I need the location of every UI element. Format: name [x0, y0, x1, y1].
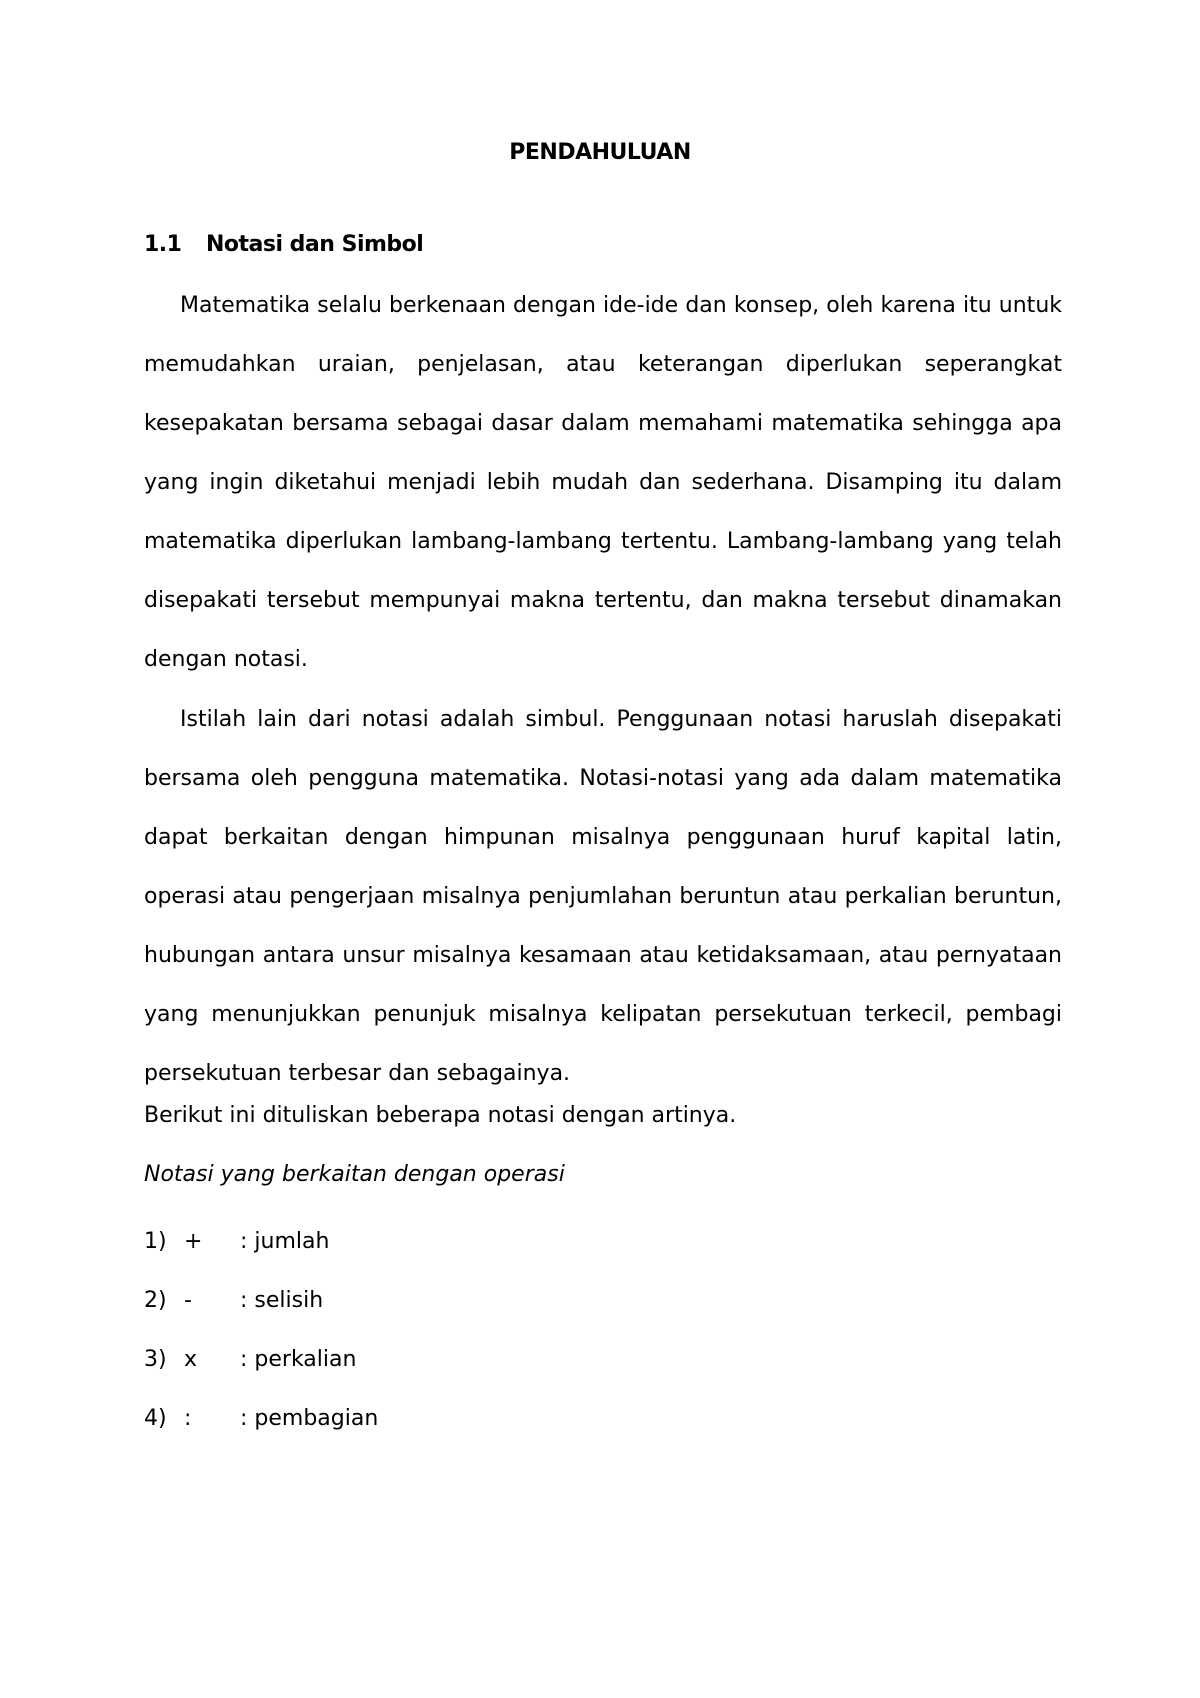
notation-meaning: : perkalian: [240, 1347, 357, 1372]
notation-subheading: Notasi yang berkaitan dengan operasi: [144, 1162, 565, 1187]
notation-symbol: x: [184, 1347, 198, 1372]
paragraph-1: Matematika selalu berkenaan dengan ide-ide dan konsep, oleh karena itu untuk memudahkan uraian, penjelasan, atau keterangan diperlukan seperangkat kesepakatan bersama sebagai dasar dalam memahami matematika sehingga apa yang ingin diketahui menjadi lebih mudah dan sederhana. Disamping itu dalam matematika diperlukan lambang-lambang tertentu. Lambang-lambang yang telah disepakati tersebut mempunyai makna tertentu, dan makna tersebut dinamakan dengan notasi.: [144, 293, 1062, 672]
notation-list: [144, 1212, 378, 1448]
intro-line: Berikut ini dituliskan beberapa notasi dengan artinya.: [144, 1103, 737, 1128]
notation-number: 1): [144, 1229, 167, 1254]
notation-symbol: -: [184, 1288, 192, 1313]
page-title: PENDAHULUAN: [509, 140, 691, 165]
notation-symbol: :: [184, 1406, 192, 1431]
notation-number: 4): [144, 1406, 167, 1431]
notation-meaning: : jumlah: [240, 1229, 330, 1254]
notation-number: 2): [144, 1288, 167, 1313]
notation-item: [144, 1212, 378, 1271]
notation-number: 3): [144, 1347, 167, 1372]
notation-item: [144, 1271, 378, 1330]
section-heading: [144, 232, 423, 257]
notation-meaning: : selisih: [240, 1288, 324, 1313]
notation-symbol: +: [184, 1229, 203, 1254]
notation-item: [144, 1330, 378, 1389]
paragraph-2: Istilah lain dari notasi adalah simbul. Penggunaan notasi haruslah disepakati bersama oleh pengguna matematika. Notasi-notasi yang ada dalam matematika dapat berkaitan dengan himpunan misalnya penggunaan huruf kapital latin, operasi atau pengerjaan misalnya penjumlahan beruntun atau perkalian beruntun, hubungan antara unsur misalnya kesamaan atau ketidaksamaan, atau pernyataan yang menunjukkan penunjuk misalnya kelipatan persekutuan terkecil, pembagi persekutuan terbesar dan sebagainya.: [144, 707, 1062, 1086]
notation-item: [144, 1389, 378, 1448]
notation-meaning: : pembagian: [240, 1406, 379, 1431]
section-number: 1.1: [144, 232, 182, 257]
section-title: Notasi dan Simbol: [206, 232, 424, 257]
